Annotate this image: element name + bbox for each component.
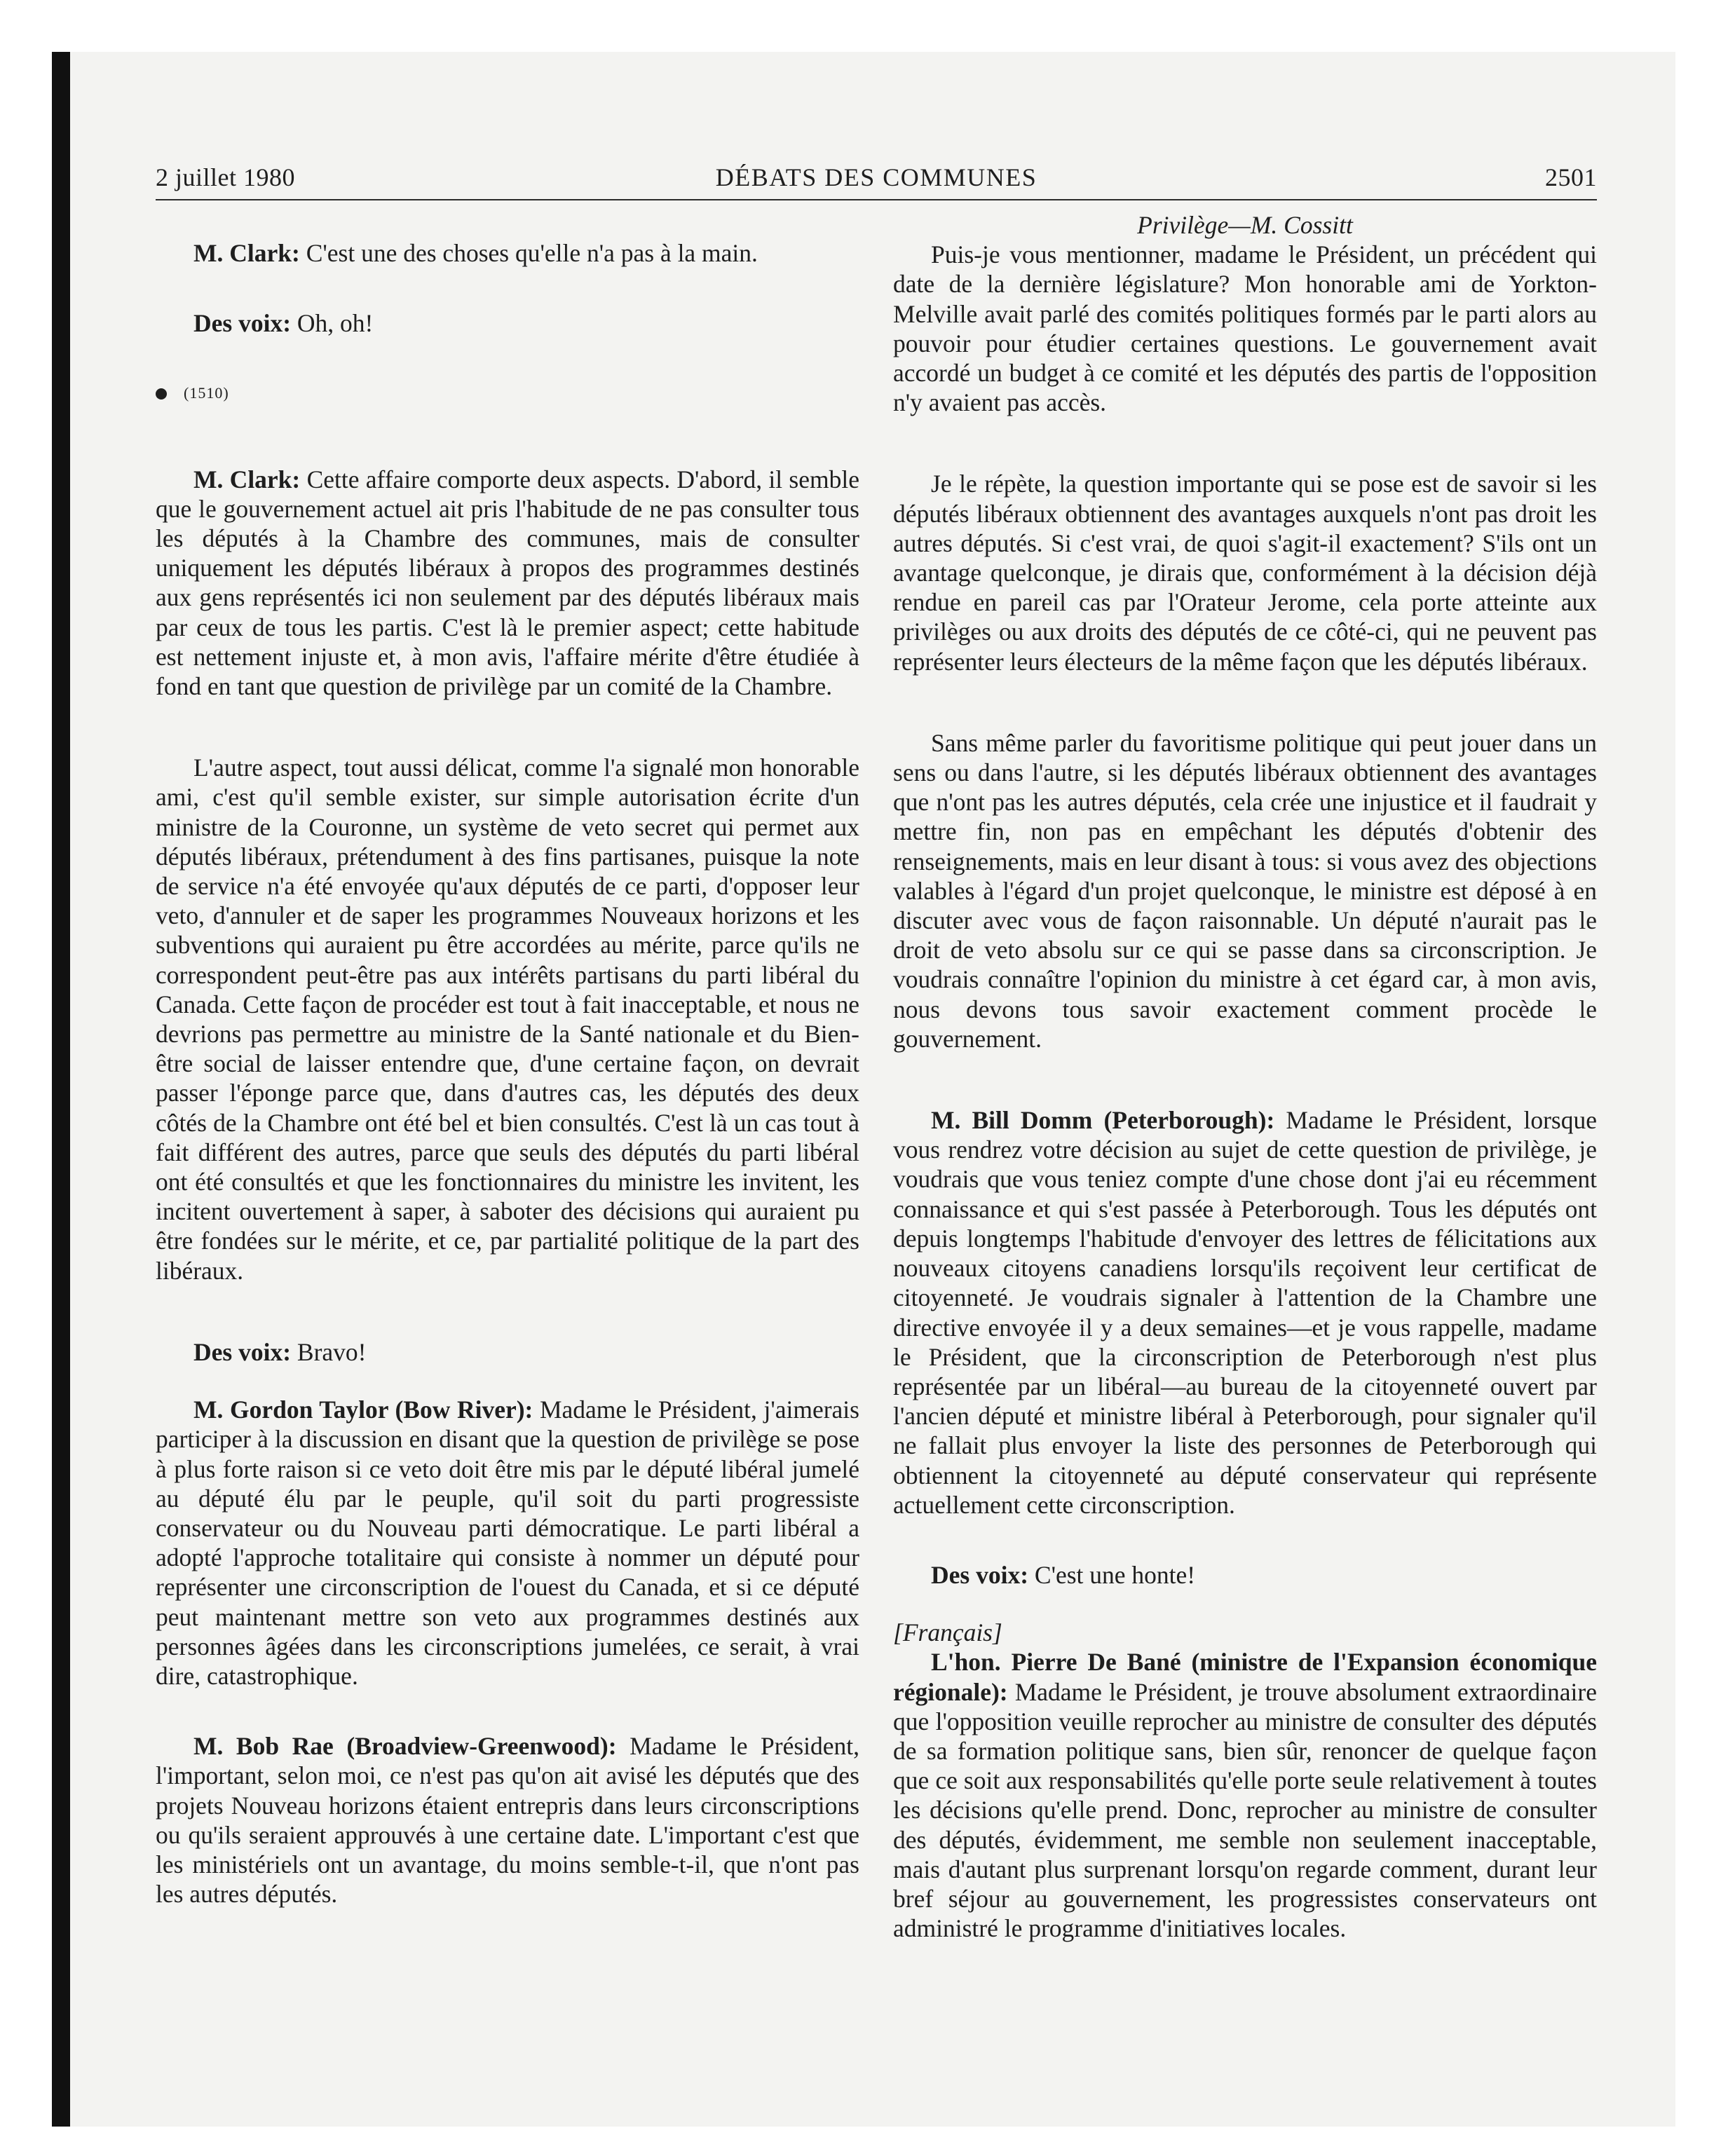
- speech-text: Madame le Président, j'aimerais participer à la discussion en disant que la question de privilège se pose à plus forte raison si ce veto doit être mis par le député libéral jumelé au député élu par le peuple, qu'il soit du parti progressiste conservateur ou du Nouveau parti démocratique. Le parti libéral a adopté l'approche totalitaire qui consiste à nommer un député pour représenter une circonscription de l'ouest du Canada, et si ce député peut maintenant mettre son veto aux programmes destinés aux personnes âgées dans les circonscriptions jumelées, ce serait, à vrai dire, catastrophique.: [156, 1396, 859, 1690]
- speaker-name: L'hon. Pierre De Bané (ministre de l'Expansion économique régionale):: [893, 1648, 1597, 1706]
- paragraph: [893, 728, 1597, 1053]
- speech-text: Madame le Président, je trouve absolument extraordinaire que l'opposition veuille reprocher au ministre de consulter des députés de sa formation politique sans, bien sûr, renoncer de quelque façon que ce soit aux responsabilités qu'elle porte seule relativement à toutes les décisions qu'elle prend. Donc, reprocher au ministre de consulter des députés, évidemment, me semble non seulement inacceptable, mais d'autant plus surprenant lorsqu'on regarde comment, durant leur bref séjour au gouvernement, les progressistes conservateurs ont administré le programme d'initiatives locales.: [893, 1677, 1597, 1943]
- paragraph: [893, 1105, 1597, 1520]
- speaker-name: M. Clark:: [193, 239, 300, 267]
- paragraph: [893, 469, 1597, 676]
- speaker-name: Des voix:: [931, 1560, 1029, 1589]
- left-column: [156, 210, 859, 1909]
- speech-text: Madame le Président, l'important, selon moi, ce n'est pas qu'on ait avisé les députés que des projets Nouveau horizons étaient entrepris dans leurs circonscriptions ou qu'ils seraient approuvés à une certaine date. L'important c'est que les ministériels ont un avantage, du moins semble-t-il, que n'ont pas les autres députés.: [156, 1732, 859, 1909]
- paragraph: [156, 1731, 859, 1909]
- speaker-name: M. Bill Domm (Peterborough):: [931, 1106, 1275, 1135]
- speech-text: Bravo!: [291, 1337, 367, 1366]
- speaker-name: Des voix:: [193, 309, 292, 338]
- header-date: 2 juillet 1980: [156, 163, 295, 191]
- running-head: Privilège—M. Cossitt: [1137, 211, 1353, 239]
- paragraph: [156, 465, 859, 702]
- speaker-name: M. Gordon Taylor (Bow River):: [193, 1396, 533, 1424]
- speaker-name: Des voix:: [193, 1337, 292, 1366]
- right-column: [893, 210, 1597, 1943]
- page-header: [156, 163, 1597, 200]
- speech-text: Sans même parler du favoritisme politique qui peut jouer dans un sens ou dans l'autre, si les députés libéraux obtiennent des avantages que n'ont pas les autres députés, cela crée une injustice et il faudrait y mettre fin, non pas en empêchant les députés d'obtenir des renseignements, mais en leur disant à tous: si vous avez des objections valables à l'égard d'un projet quelconque, le ministre est déposé à en discuter avec vous de façon raisonnable. Un député n'aurait pas le droit de veto absolu sur ce qui se passe dans sa circonscription. Je voudrais connaître l'opinion du ministre à cet égard car, à mon avis, nous devons tous savoir exactement comment procède le gouvernement.: [893, 728, 1597, 1053]
- time-marker: [156, 378, 859, 408]
- paragraph: [893, 240, 1597, 417]
- speech-text: Oh, oh!: [291, 309, 374, 338]
- speech-text: L'autre aspect, tout aussi délicat, comme l'a signalé mon honorable ami, c'est qu'il semble exister, sur simple autorisation écrite d'un ministre de la Couronne, un système de veto secret qui permet aux députés libéraux, prétendument à des fins partisanes, puisque la note de service n'a été envoyée qu'aux députés de ce parti, d'opposer leur veto, d'annuler et de saper les programmes Nouveaux horizons et les subventions qui auraient pu être accordées au mérite, parce qu'ils ne correspondent peut-être pas aux intérêts partisans du parti libéral du Canada. Cette façon de procéder est tout à fait inacceptable, et nous ne devrions pas permettre au ministre de la Santé nationale et du Bien-être social de laisser entendre que, d'une certaine façon, on devrait passer l'éponge parce que, dans d'autres cas, les députés des deux côtés de la Chambre ont été bel et bien consultés. C'est là un cas tout à fait différent des autres, parce que seuls des députés du parti libéral ont été consultés et que les fonctionnaires du ministre les invitent, les incitent ouvertement à saper, à saboter des décisions qui auraient pu être fondées sur le mérite, et ce, par partialité politique de la part des libéraux.: [156, 753, 859, 1285]
- speaker-name: M. Clark:: [193, 465, 301, 493]
- speech-text: C'est une des choses qu'elle n'a pas à la main.: [299, 239, 758, 267]
- paragraph: [893, 1647, 1597, 1943]
- bullet-icon: [156, 388, 167, 400]
- paragraph: [156, 308, 859, 338]
- language-tag: [Français]: [893, 1618, 1002, 1647]
- header-title: DÉBATS DES COMMUNES: [715, 163, 1037, 191]
- paragraph: [156, 1395, 859, 1691]
- speech-text: Puis-je vous mentionner, madame le Président, un précédent qui date de la dernière législature? Mon honorable ami de Yorkton-Melville avait parlé des comités politiques formés par le parti alors au pouvoir pour étudier certaines questions. Le gouvernement avait accordé un budget à ce comité et les députés des partis de l'opposition n'y avaient pas accès.: [893, 240, 1597, 417]
- paragraph: [156, 753, 859, 1285]
- speech-text: Madame le Président, lorsque vous rendrez votre décision au sujet de cette question de privilège, je voudrais que vous teniez compte d'une chose dont j'ai eu récemment connaissance et qui s'est passée à Peterborough. Tous les députés ont depuis longtemps l'habitude d'envoyer des lettres de félicitations aux nouveaux citoyens canadiens lorsqu'ils reçoivent leur certificat de citoyenneté. Je voudrais signaler à l'attention de la Chambre une directive envoyée il y a deux semaines—et je vous rappelle, madame le Président, que la circonscription de Peterborough n'est plus représentée par un libéral—au bureau de la citoyenneté ouvert par l'ancien député et ministre libéral à Peterborough, pour signaler qu'il ne fallait plus envoyer la liste des personnes de Peterborough qui obtiennent la citoyenneté au député conservateur qui représente actuellement cette circonscription.: [893, 1106, 1597, 1519]
- speaker-name: M. Bob Rae (Broadview-Greenwood):: [193, 1732, 617, 1761]
- speech-text: C'est une honte!: [1028, 1560, 1196, 1589]
- paragraph: [156, 238, 859, 268]
- paragraph: [893, 1560, 1597, 1590]
- speech-text: Je le répète, la question importante qui se pose est de savoir si les députés libéraux obtiennent des avantages auxquels n'ont pas droit les autres députés. Si c'est vrai, de quoi s'agit-il exactement? S'ils ont un avantage quelconque, je dirais que, conformément à la décision déjà rendue en pareil cas par l'Orateur Jerome, cela porte atteinte aux privilèges ou aux droits des députés de ce côté-ci, qui ne peuvent pas représenter leurs électeurs de la même façon que les députés libéraux.: [893, 470, 1597, 676]
- page-number: 2501: [1545, 163, 1597, 191]
- paragraph: [156, 1337, 859, 1367]
- speech-text: Cette affaire comporte deux aspects. D'abord, il semble que le gouvernement actuel ait pris l'habitude de ne pas consulter tous les députés à la Chambre des communes, mais de consulter uniquement les députés libéraux à propos des programmes destinés aux gens représentés ici non seulement par des députés libéraux mais par ceux de tous les partis. C'est là le premier aspect; cette habitude est nettement injuste et, à mon avis, l'affaire mérite d'être étudiée à fond en tant que question de privilège par un comité de la Chambre.: [156, 465, 859, 701]
- scan-edge: [52, 52, 70, 2127]
- time-marker-text: (1510): [184, 384, 229, 402]
